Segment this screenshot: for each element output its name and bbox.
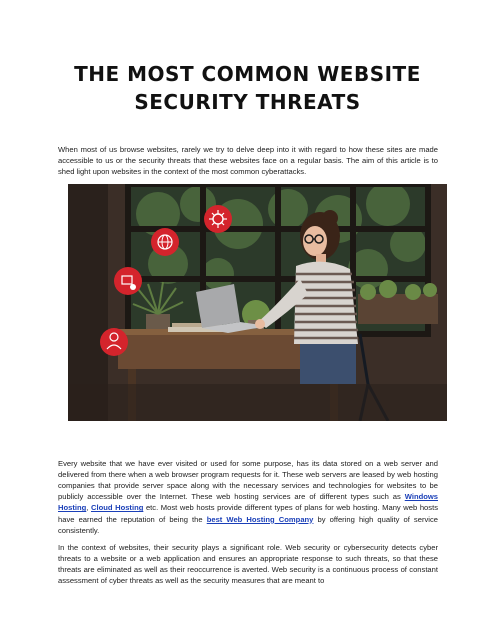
page-title bbox=[0, 60, 495, 116]
malware-icon bbox=[114, 267, 142, 295]
hosting-text-middle: etc. Most web hosts provide different types of plans for web hosting. Many web hosts have earned the reputation of being the bbox=[58, 503, 438, 524]
hero-image bbox=[68, 184, 447, 421]
hacker-icon bbox=[100, 328, 128, 356]
intro-paragraph: When most of us browse websites, rarely we try to delve deep into it with regard to how these sites are made accessible to us or the security threats that these websites face on a regular basis. The aim of this article is to shed light upon websites in the context of the most common cyberattacks. bbox=[58, 144, 438, 176]
best-web-hosting-link[interactable]: best Web Hosting Company bbox=[206, 514, 314, 524]
security-paragraph: In the context of websites, their security plays a significant role. Web security or cybersecurity detects cyber threats to a website or a web application and ensures an appropriate response to such threats, so that these threats are eliminated as well as their reoccurrence is averted. Web security is a continuous process of constant assessment of cyber threats as well as the security measures that are meant to bbox=[58, 542, 438, 586]
hosting-text-before: Every website that we have ever visited or used for some purpose, has its data stored on a web server and delivered from there when a web browser program requests for it. These web servers are leased by web hosting companies that provide server space along with the necessary services and technologies for websites to be publicly accessible over the Internet. These web hosting services are of different types such as bbox=[58, 458, 438, 502]
windows-hosting-link[interactable]: Windows Hosting bbox=[58, 492, 438, 513]
title-line-2: SECURITY THREATS bbox=[134, 90, 361, 114]
cloud-hosting-link[interactable]: Cloud Hosting bbox=[90, 503, 144, 513]
link-separator: , bbox=[86, 503, 91, 513]
hosting-text-after: by offering high quality of service consistently. bbox=[58, 514, 438, 535]
virus-icon bbox=[204, 205, 232, 233]
title-line-1: THE MOST COMMON WEBSITE bbox=[74, 62, 421, 86]
hosting-paragraph bbox=[58, 458, 438, 536]
hero-illustration bbox=[68, 184, 447, 421]
globe-icon bbox=[151, 228, 179, 256]
